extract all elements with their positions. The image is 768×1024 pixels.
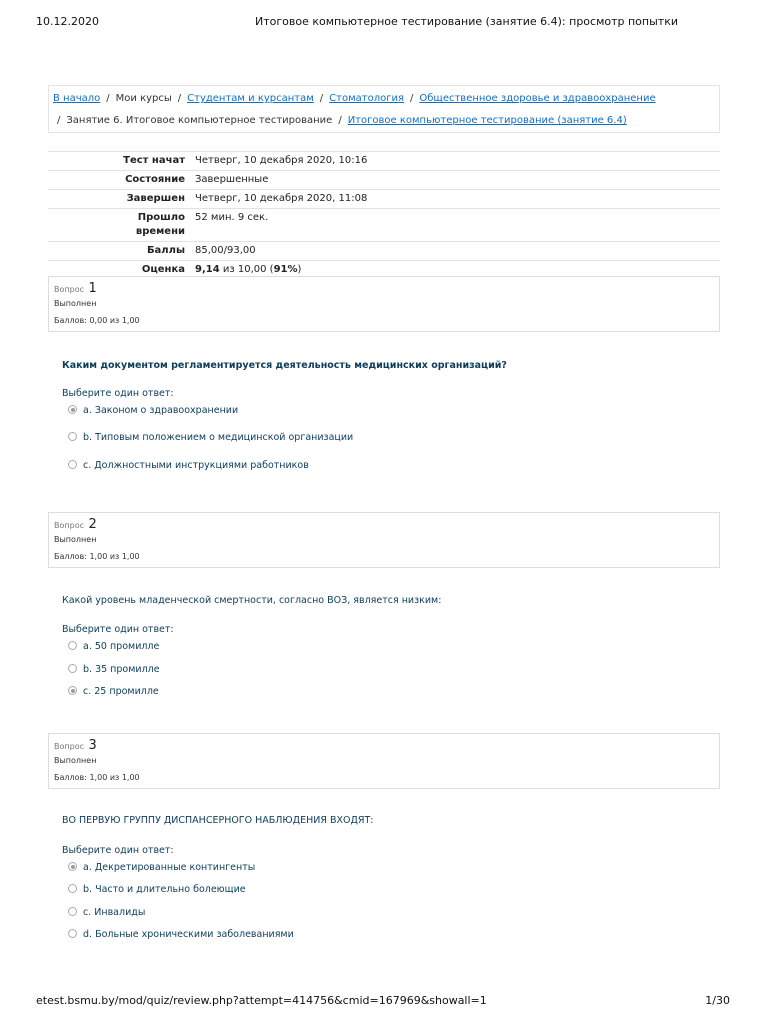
- answer-label: b. Типовым положением о медицинской организации: [83, 432, 354, 443]
- answer-option-3b[interactable]: [68, 884, 246, 895]
- breadcrumb: [48, 85, 720, 133]
- question-state: Выполнен: [54, 535, 97, 544]
- summary-row-state: [48, 171, 720, 190]
- summary-row-completed: [48, 190, 720, 209]
- print-title: Итоговое компьютерное тестирование (занятие 6.4): просмотр попытки: [255, 15, 678, 28]
- breadcrumb-separator: /: [177, 93, 182, 104]
- question-grade: Баллов: 1,00 из 1,00: [54, 773, 140, 782]
- question-label: Вопрос: [54, 285, 84, 294]
- breadcrumb-students-link[interactable]: Студентам и курсантам: [187, 93, 314, 104]
- answer-label: c. Инвалиды: [83, 907, 146, 918]
- breadcrumb-separator: /: [57, 115, 61, 126]
- answer-label: a. 50 промилле: [83, 641, 160, 652]
- answer-label: a. Декретированные контингенты: [83, 862, 256, 873]
- summary-value: Четверг, 10 декабря 2020, 10:16: [191, 152, 720, 171]
- radio-button[interactable]: [68, 432, 77, 441]
- answer-label: c. Должностными инструкциями работников: [83, 460, 309, 471]
- summary-label: Состояние: [48, 171, 191, 190]
- summary-label: Тест начат: [48, 152, 191, 171]
- summary-label: Прошло времени: [48, 209, 191, 242]
- summary-label: Оценка: [48, 261, 191, 280]
- breadcrumb-lesson: Занятие 6. Итоговое компьютерное тестирование: [66, 115, 333, 126]
- breadcrumb-separator: /: [338, 115, 342, 126]
- answer-prompt-1: Выберите один ответ:: [62, 388, 174, 399]
- question-state: Выполнен: [54, 299, 97, 308]
- breadcrumb-dentistry-link[interactable]: Стоматология: [329, 93, 404, 104]
- print-url: etest.bsmu.by/mod/quiz/review.php?attempt=414756&cmid=167969&showall=1: [36, 994, 487, 1007]
- summary-value: 85,00/93,00: [191, 242, 720, 261]
- summary-row-time-taken: [48, 209, 720, 242]
- question-info-1: [48, 276, 720, 332]
- breadcrumb-home-link[interactable]: В начало: [53, 93, 101, 104]
- print-footer: [36, 994, 732, 1010]
- question-number: [54, 281, 97, 296]
- print-page-number: 1/30: [705, 994, 730, 1007]
- summary-row-started: [48, 152, 720, 171]
- radio-button[interactable]: [68, 460, 77, 469]
- question-number: [54, 517, 97, 532]
- radio-button-checked[interactable]: [68, 405, 77, 414]
- question-info-3: [48, 733, 720, 789]
- question-info-2: [48, 512, 720, 568]
- breadcrumb-quiz-link[interactable]: Итоговое компьютерное тестирование (занятие 6.4): [347, 115, 627, 126]
- answer-option-3c[interactable]: [68, 907, 145, 918]
- grade-value: 9,14: [195, 264, 220, 275]
- question-text-3: ВО ПЕРВУЮ ГРУППУ ДИСПАНСЕРНОГО НАБЛЮДЕНИЯ ВХОДЯТ:: [62, 815, 374, 826]
- answer-option-2c[interactable]: [68, 686, 159, 697]
- answer-option-1b[interactable]: [68, 432, 353, 443]
- question-label: Вопрос: [54, 521, 84, 530]
- question-text-2: Какой уровень младенческой смертности, согласно ВОЗ, является низким:: [62, 595, 442, 606]
- breadcrumb-separator: /: [106, 93, 110, 104]
- breadcrumb-separator: /: [410, 93, 414, 104]
- radio-button-checked[interactable]: [68, 686, 77, 695]
- print-date: 10.12.2020: [36, 15, 99, 28]
- question-number-value: 2: [88, 517, 97, 532]
- radio-button[interactable]: [68, 884, 77, 893]
- answer-option-1c[interactable]: [68, 460, 309, 471]
- answer-label: b. 35 промилле: [83, 664, 160, 675]
- breadcrumb-separator: /: [319, 93, 324, 104]
- answer-prompt-3: Выберите один ответ:: [62, 845, 174, 856]
- radio-button[interactable]: [68, 929, 77, 938]
- radio-button[interactable]: [68, 907, 77, 916]
- answer-label: b. Часто и длительно болеющие: [83, 884, 246, 895]
- breadcrumb-my-courses: Мои курсы: [115, 93, 172, 104]
- answer-prompt-2: Выберите один ответ:: [62, 624, 174, 635]
- answer-option-2b[interactable]: [68, 664, 160, 675]
- summary-value: 52 мин. 9 сек.: [191, 209, 720, 242]
- radio-button[interactable]: [68, 664, 77, 673]
- answer-label: c. 25 промилле: [83, 686, 159, 697]
- question-number: [54, 738, 97, 753]
- print-header: [36, 15, 732, 31]
- answer-option-1a[interactable]: [68, 405, 238, 416]
- summary-label: Завершен: [48, 190, 191, 209]
- radio-button-checked[interactable]: [68, 862, 77, 871]
- radio-button[interactable]: [68, 641, 77, 650]
- answer-option-2a[interactable]: [68, 641, 159, 652]
- answer-label: d. Больные хроническими заболеваниями: [83, 929, 294, 940]
- summary-row-marks: [48, 242, 720, 261]
- question-number-value: 3: [88, 738, 97, 753]
- grade-percent: 91%: [273, 264, 298, 275]
- question-label: Вопрос: [54, 742, 84, 751]
- attempt-summary-table: [48, 151, 720, 280]
- question-state: Выполнен: [54, 756, 97, 765]
- summary-label: Баллы: [48, 242, 191, 261]
- summary-value: Четверг, 10 декабря 2020, 11:08: [191, 190, 720, 209]
- answer-label: a. Законом о здравоохранении: [83, 405, 239, 416]
- question-grade: Баллов: 1,00 из 1,00: [54, 552, 140, 561]
- question-text-1: Каким документом регламентируется деятельность медицинских организаций?: [62, 360, 507, 371]
- grade-out-of: из 10,00 (: [219, 264, 274, 275]
- question-grade: Баллов: 0,00 из 1,00: [54, 316, 140, 325]
- summary-value: Завершенные: [191, 171, 720, 190]
- grade-close: ): [297, 264, 302, 275]
- question-number-value: 1: [88, 281, 97, 296]
- answer-option-3a[interactable]: [68, 862, 255, 873]
- answer-option-3d[interactable]: [68, 929, 294, 940]
- breadcrumb-public-health-link[interactable]: Общественное здоровье и здравоохранение: [419, 93, 656, 104]
